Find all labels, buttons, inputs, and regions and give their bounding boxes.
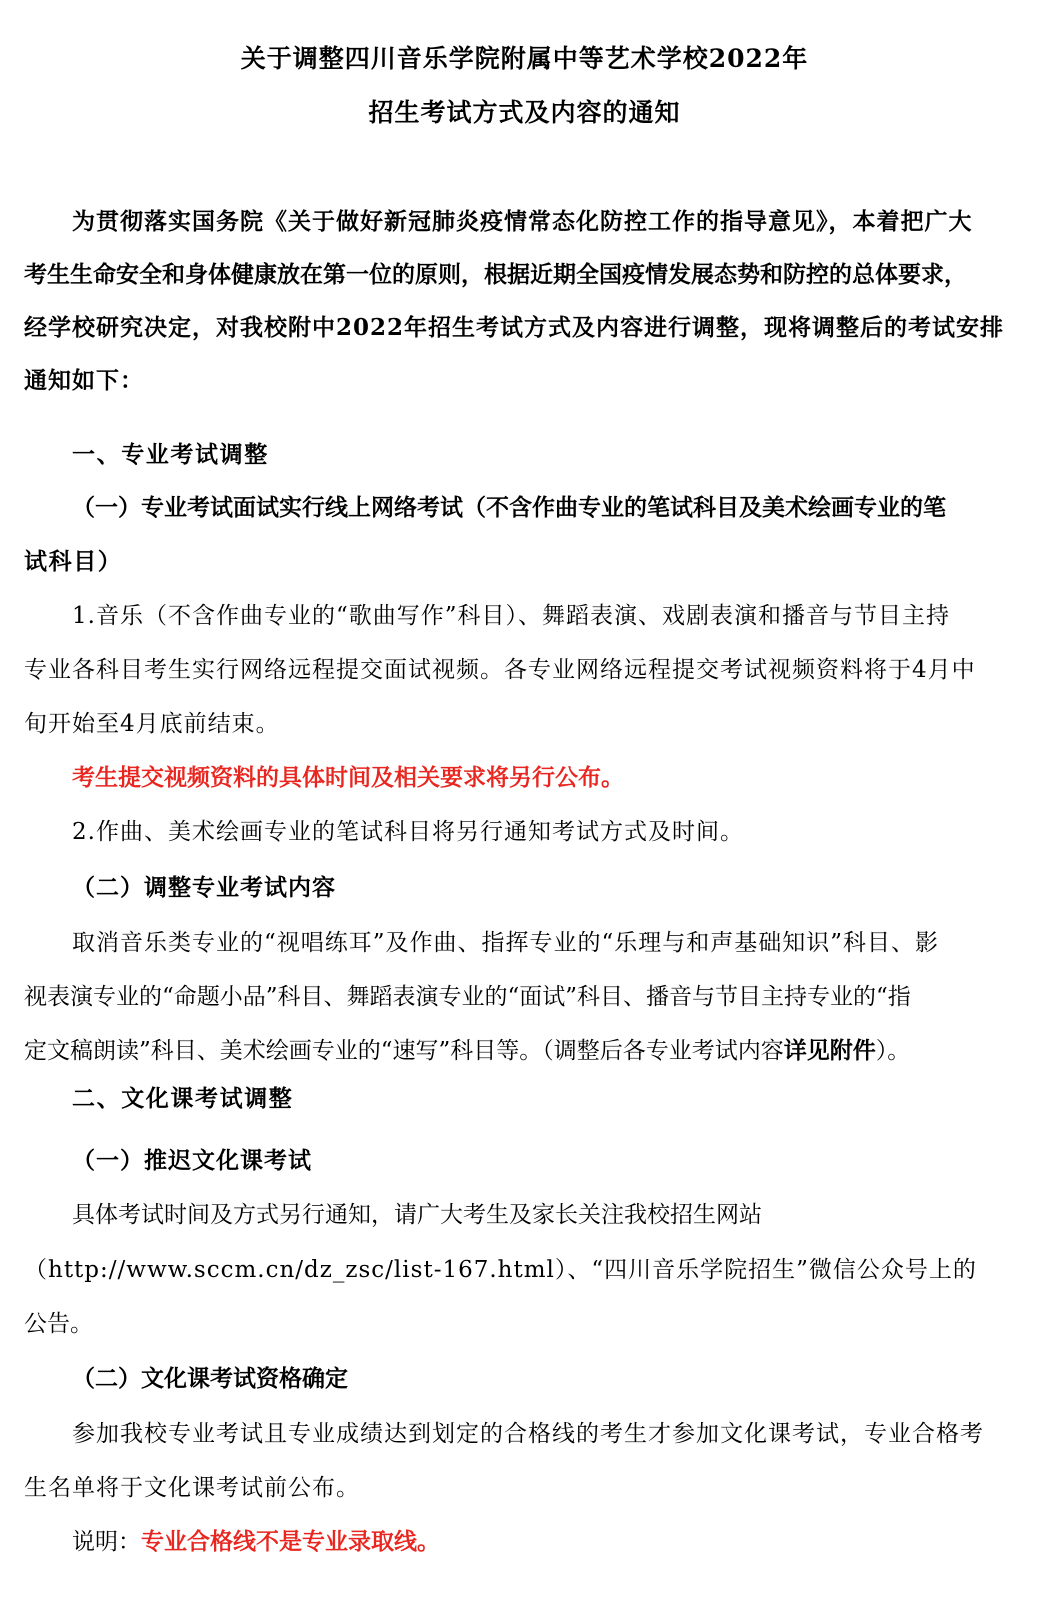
section-2-para-1-line-2: （http://www.sccm.cn/dz_zsc/list-167.html）、“四川音乐学院招生”微信公众号上的 xyxy=(24,1257,977,1283)
section-2-para-2-line-1: 参加我校专业考试且专业成绩达到划定的合格线的考生才参加文化课考试，专业合格考 xyxy=(72,1421,984,1447)
section-1-para-3-line-3 xyxy=(24,1036,910,1066)
section-1-para-2: 2.作曲、美术绘画专业的笔试科目将另行通知考试方式及时间。 xyxy=(72,819,744,845)
section-1-para-1-line-2: 专业各科目考生实行网络远程提交面试视频。各专业网络远程提交考试视频资料将于4月中 xyxy=(24,657,976,683)
document-title-line-2: 招生考试方式及内容的通知 xyxy=(368,98,681,127)
para-3-line-3-end: ）。 xyxy=(875,1038,911,1064)
intro-line-3: 经学校研究决定，对我校附中2022年招生考试方式及内容进行调整，现将调整后的考试安排 xyxy=(24,314,1005,341)
section-2-heading: 二、文化课考试调整 xyxy=(72,1085,294,1112)
section-2-para-2-line-2: 生名单将于文化课考试前公布。 xyxy=(24,1475,360,1501)
section-2-para-1-line-3: 公告。 xyxy=(24,1311,93,1337)
video-submission-notice: 考生提交视频资料的具体时间及相关要求将另行公布。 xyxy=(72,764,624,791)
section-1-sub-1-line-2: 试科目） xyxy=(24,548,123,575)
qualification-note xyxy=(72,1527,440,1557)
section-1-para-3-line-2: 视表演专业的“命题小品”科目、舞蹈表演专业的“面试”科目、播音与节目主持专业的“指 xyxy=(24,984,911,1010)
section-1-heading: 一、专业考试调整 xyxy=(72,441,269,468)
section-2-sub-1: （一）推迟文化课考试 xyxy=(72,1147,312,1174)
para-3-line-3-text: 定文稿朗读”科目、美术绘画专业的“速写”科目等。（调整后各专业考试内容 xyxy=(24,1038,784,1064)
section-1-para-1-line-3: 旬开始至4月底前结束。 xyxy=(24,711,280,737)
qualification-line-warning: 专业合格线不是专业录取线。 xyxy=(141,1528,440,1555)
section-1-para-3-line-1: 取消音乐类专业的“视唱练耳”及作曲、指挥专业的“乐理与和声基础知识”科目、影 xyxy=(72,930,940,956)
section-1-sub-1-line-1: （一）专业考试面试实行线上网络考试（不含作曲专业的笔试科目及美术绘画专业的笔 xyxy=(72,494,946,521)
section-1-sub-2: （二）调整专业考试内容 xyxy=(72,874,336,901)
note-label: 说明： xyxy=(72,1529,141,1555)
see-attachment-text: 详见附件 xyxy=(783,1037,876,1064)
section-2-sub-2: （二）文化课考试资格确定 xyxy=(72,1365,348,1392)
intro-line-2: 考生生命安全和身体健康放在第一位的原则，根据近期全国疫情发展态势和防控的总体要求， xyxy=(24,261,967,288)
section-2-para-1-line-1: 具体考试时间及方式另行通知，请广大考生及家长关注我校招生网站 xyxy=(72,1202,762,1228)
intro-line-1: 为贯彻落实国务院《关于做好新冠肺炎疫情常态化防控工作的指导意见》，本着把广大 xyxy=(72,208,973,235)
document-title-line-1: 关于调整四川音乐学院附属中等艺术学校2022年 xyxy=(240,44,809,73)
intro-line-4: 通知如下： xyxy=(24,367,144,394)
section-1-para-1-line-1: 1.音乐（不含作曲专业的“歌曲写作”科目）、舞蹈表演、戏剧表演和播音与节目主持 xyxy=(72,603,950,629)
